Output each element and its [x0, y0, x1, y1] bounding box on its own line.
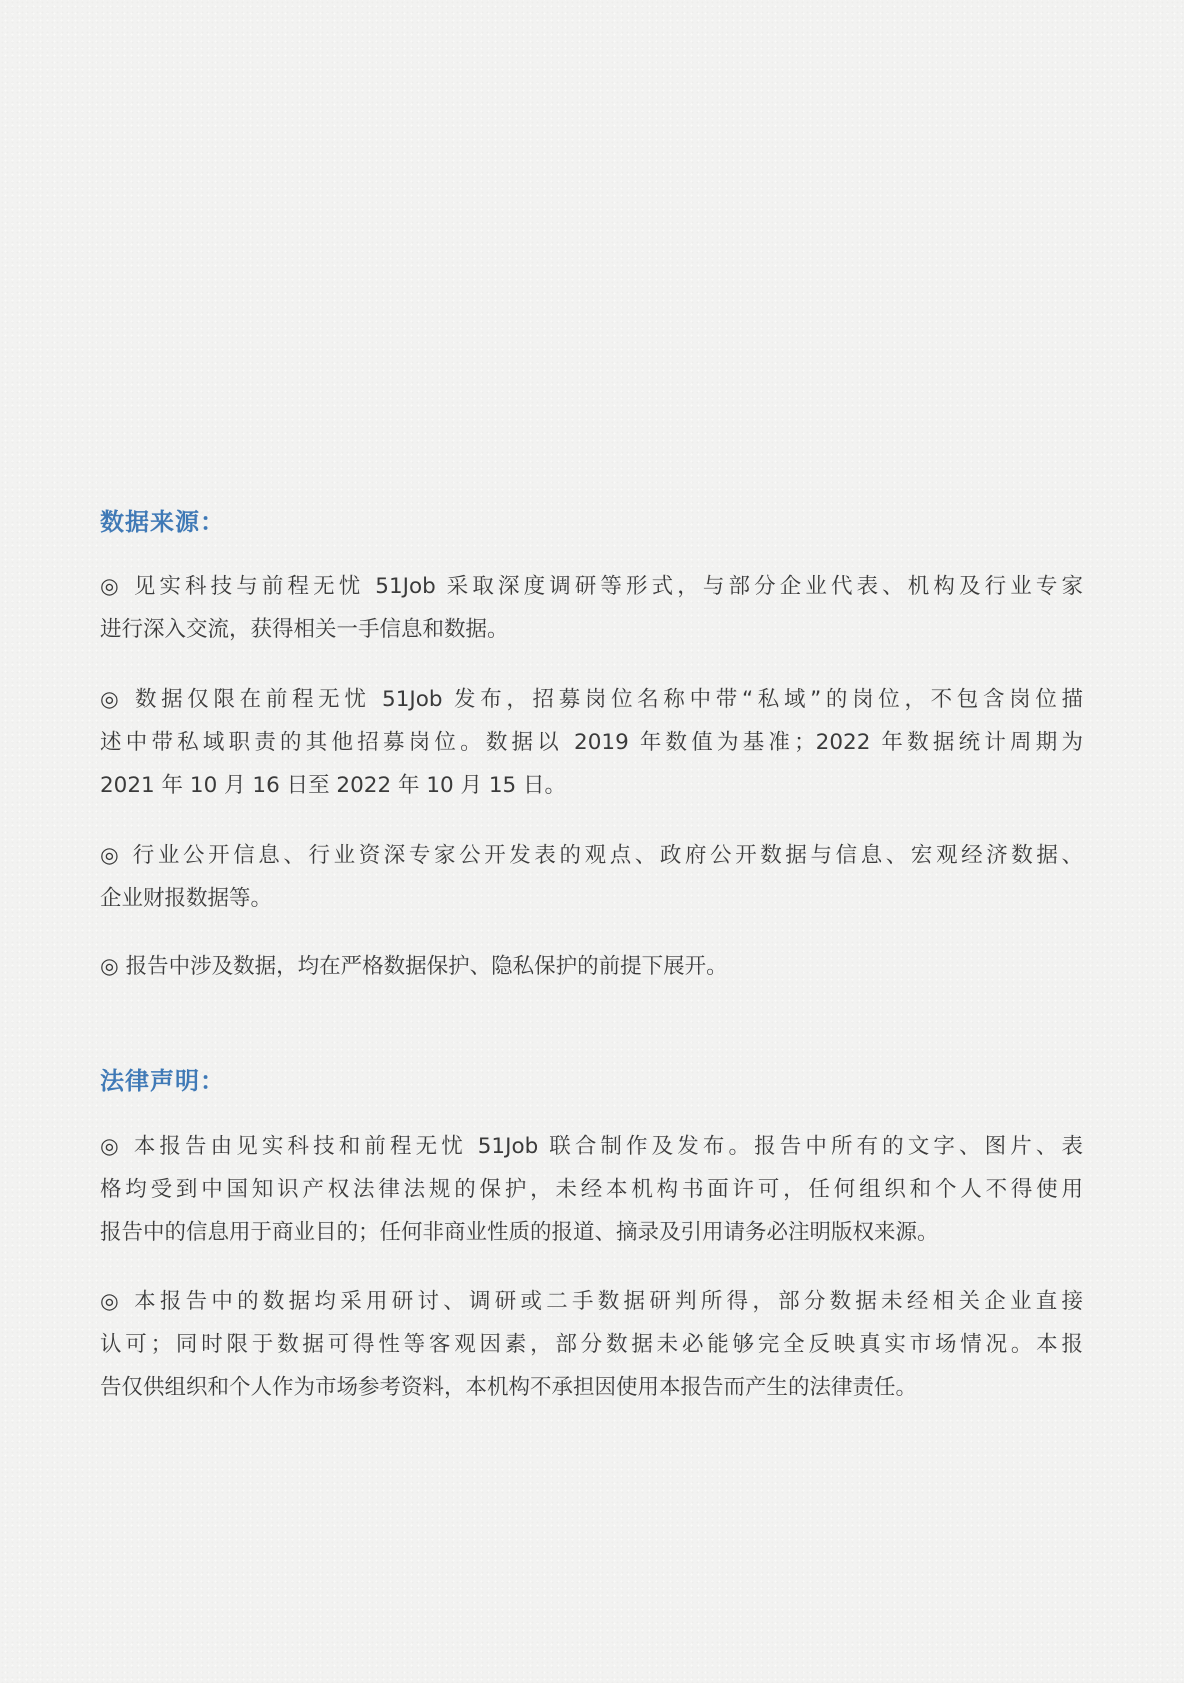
data-source-paragraph-3 — [100, 834, 1083, 920]
text-line: ◎ 报告中涉及数据，均在严格数据保护、隐私保护的前提下展开。 — [100, 954, 728, 979]
data-source-paragraph-4 — [100, 945, 1083, 988]
text-line: 报告中的信息用于商业目的；任何非商业性质的报道、摘录及引用请务必注明版权来源。 — [100, 1220, 939, 1245]
text-line: 2021 年 10 月 16 日至 2022 年 10 月 15 日。 — [100, 773, 567, 798]
data-source-paragraph-1 — [100, 565, 1083, 651]
text-line: ◎ 本报告由见实科技和前程无忧 51Job 联合制作及发布。报告中所有的文字、图片、表 — [100, 1134, 1083, 1159]
data-source-paragraph-2 — [100, 678, 1083, 807]
text-line: ◎ 见实科技与前程无忧 51Job 采取深度调研等形式，与部分企业代表、机构及行业专家 — [100, 574, 1083, 599]
text-line: 告仅供组织和个人作为市场参考资料，本机构不承担因使用本报告而产生的法律责任。 — [100, 1375, 918, 1400]
data-source-heading: 数据来源： — [100, 508, 225, 536]
text-line: 企业财报数据等。 — [100, 886, 273, 911]
text-line: 认可；同时限于数据可得性等客观因素，部分数据未必能够完全反映真实市场情况。本报 — [100, 1332, 1083, 1357]
legal-paragraph-1 — [100, 1125, 1083, 1254]
text-line: 述中带私域职责的其他招募岗位。数据以 2019 年数值为基准；2022 年数据统计周期为 — [100, 730, 1083, 755]
text-line: ◎ 行业公开信息、行业资深专家公开发表的观点、政府公开数据与信息、宏观经济数据、 — [100, 843, 1083, 868]
legal-statement-heading: 法律声明： — [100, 1067, 225, 1095]
legal-paragraph-2 — [100, 1280, 1083, 1409]
text-line: ◎ 本报告中的数据均采用研讨、调研或二手数据研判所得，部分数据未经相关企业直接 — [100, 1289, 1083, 1314]
text-line: 格均受到中国知识产权法律法规的保护，未经本机构书面许可，任何组织和个人不得使用 — [100, 1177, 1083, 1202]
text-line: 进行深入交流，获得相关一手信息和数据。 — [100, 617, 509, 642]
text-line: ◎ 数据仅限在前程无忧 51Job 发布，招募岗位名称中带“私域”的岗位，不包含岗位描 — [100, 687, 1083, 712]
